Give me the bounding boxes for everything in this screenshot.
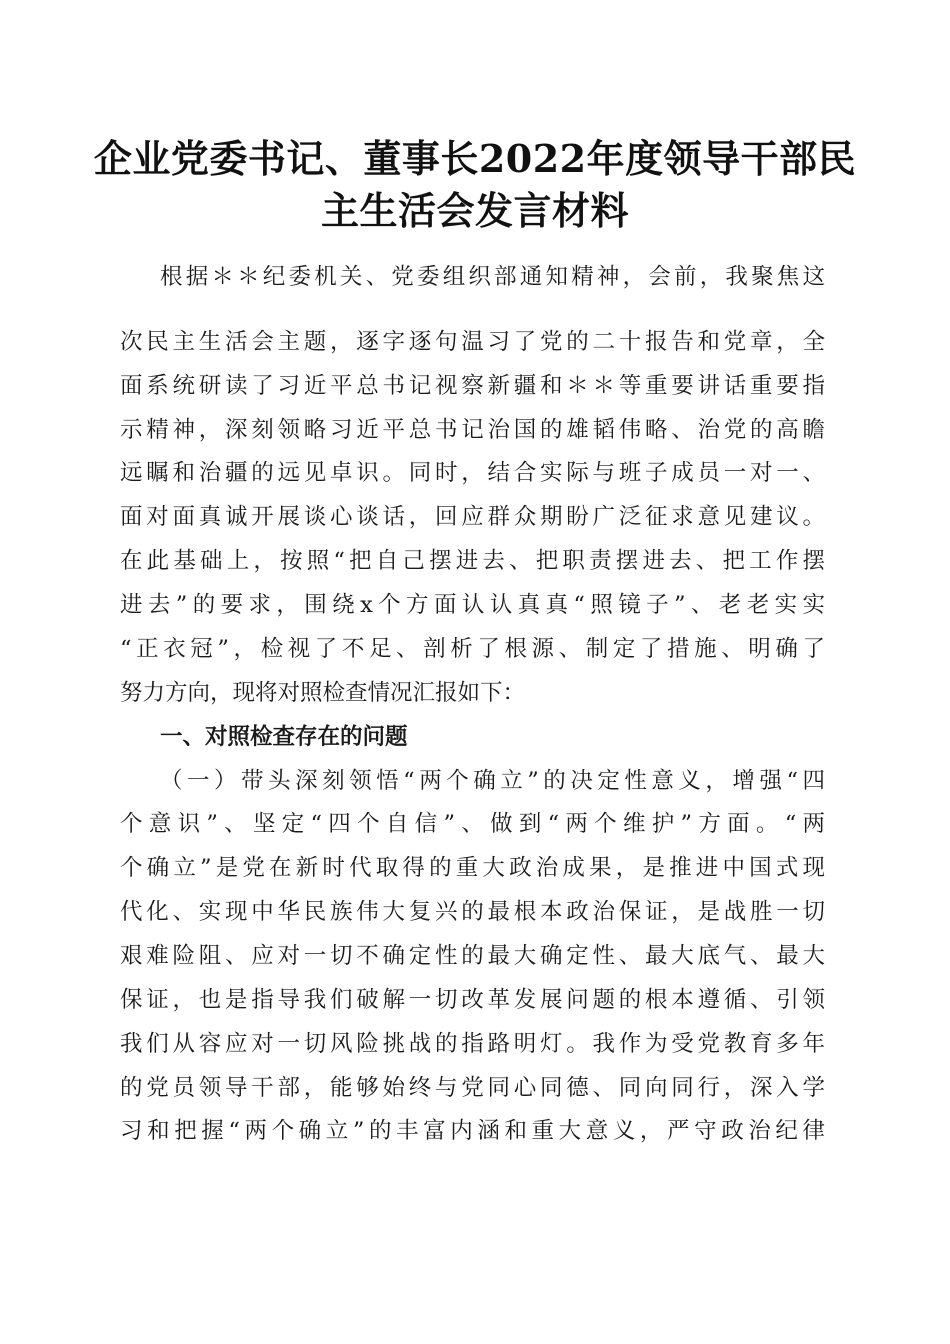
document-title-line-2: 主生活会发言材料 bbox=[320, 188, 629, 233]
intro-paragraph-line: 次民主生活会主题，逐字逐句温习了党的二十报告和党章，全 bbox=[120, 329, 825, 355]
section-paragraph-line: 我们从容应对一切风险挑战的指路明灯。我作为受党教育多年 bbox=[120, 1031, 825, 1057]
intro-paragraph-line: 面对面真诚开展谈心谈话，回应群众期盼广泛征求意见建议。 bbox=[120, 504, 825, 530]
document-title-line-1: 企业党委书记、董事长2022年度领导干部民 bbox=[93, 136, 857, 181]
intro-paragraph-line: 示精神，深刻领略习近平总书记治国的雄韬伟略、治党的高瞻 bbox=[120, 417, 825, 443]
section-paragraph-line: 保证，也是指导我们破解一切改革发展问题的根本遵循、引领 bbox=[120, 987, 825, 1013]
intro-paragraph-line: “正衣冠”，检视了不足、剖析了根源、制定了措施、明确了 bbox=[120, 636, 825, 662]
section-paragraph-line: 个确立”是党在新时代取得的重大政治成果，是推进中国式现 bbox=[120, 855, 825, 881]
section-paragraph-line: 艰难险阻、应对一切不确定性的最大确定性、最大底气、最大 bbox=[120, 943, 825, 969]
section-paragraph-line: 习和把握“两个确立”的丰富内涵和重大意义，严守政治纪律 bbox=[120, 1118, 825, 1144]
section-heading: 一、对照检查存在的问题 bbox=[160, 724, 408, 750]
intro-paragraph-line: 面系统研读了习近平总书记视察新疆和＊＊等重要讲话重要指 bbox=[120, 373, 825, 399]
intro-paragraph-line: 在此基础上，按照“把自己摆进去、把职责摆进去、把工作摆 bbox=[120, 548, 825, 574]
section-paragraph-line: 代化、实现中华民族伟大复兴的最根本政治保证，是战胜一切 bbox=[120, 899, 825, 925]
intro-paragraph-line: 努力方向，现将对照检查情况汇报如下： bbox=[120, 680, 526, 706]
intro-paragraph-line: 根据＊＊纪委机关、党委组织部通知精神，会前，我聚焦这 bbox=[160, 264, 825, 290]
section-paragraph-line: 个意识”、坚定“四个自信”、做到“两个维护”方面。“两 bbox=[120, 811, 825, 837]
section-paragraph-line: （一）带头深刻领悟“两个确立”的决定性意义，增强“四 bbox=[160, 768, 825, 794]
intro-paragraph-line: 远瞩和治疆的远见卓识。同时，结合实际与班子成员一对一、 bbox=[120, 460, 825, 486]
intro-paragraph-line: 进去”的要求，围绕x个方面认认真真“照镜子”、老老实实 bbox=[120, 592, 825, 618]
section-paragraph-line: 的党员领导干部，能够始终与党同心同德、同向同行，深入学 bbox=[120, 1075, 825, 1101]
